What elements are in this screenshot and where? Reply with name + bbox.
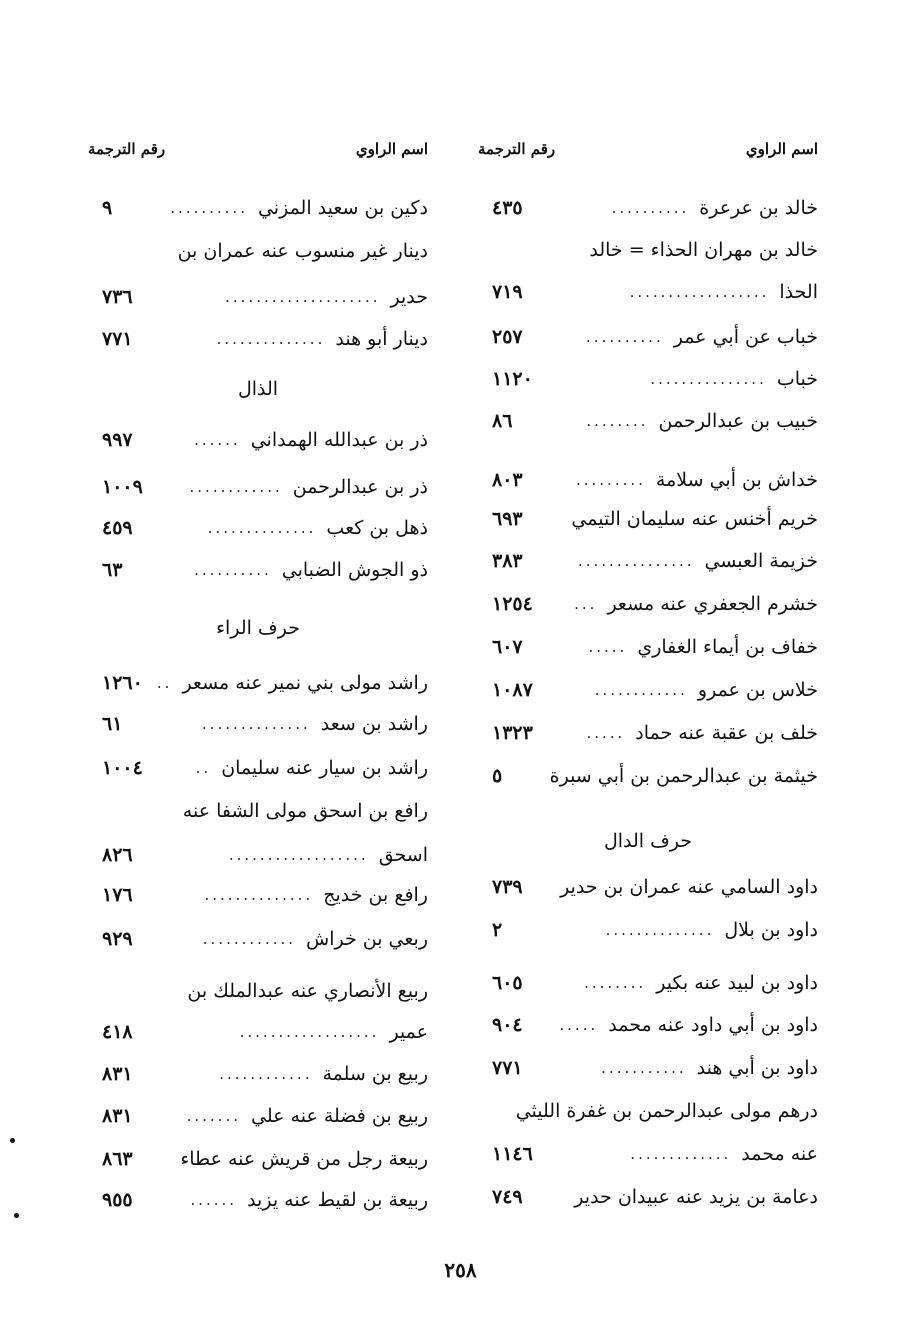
narrator-name: خباب (776, 368, 818, 390)
index-entry (88, 666, 428, 700)
narrator-name: خريم أخنس عنه سليمان التيمي (571, 508, 818, 530)
narrator-name: درهم مولى عبدالرحمن بن غفرة الليثي (515, 1100, 818, 1122)
leader-dots: ... (574, 595, 598, 613)
leader-dots: ............ (202, 930, 296, 948)
left-column-header (88, 140, 428, 170)
index-entry (88, 1183, 428, 1217)
entry-number: ١٢٦٠ (102, 672, 143, 694)
narrator-name: خداش بن أبي سلامة (655, 469, 818, 491)
leader-dots: .................. (239, 1023, 380, 1041)
leader-dots: ............ (219, 1065, 313, 1083)
index-entry (478, 1180, 818, 1214)
narrator-name-header: اسم الراوي (355, 140, 428, 158)
entry-number: ٧٤٩ (492, 1186, 523, 1208)
narrator-name: اسحق (378, 844, 428, 866)
index-entry (88, 707, 428, 741)
narrator-name: داود بن لبيد عنه بكير (656, 972, 818, 994)
index-entry (478, 544, 818, 578)
leader-dots: .................... (225, 288, 381, 306)
narrator-name: رافع بن اسحق مولى الشفا عنه (182, 800, 428, 822)
narrator-name: عنه محمد (741, 1143, 818, 1165)
entry-number: ٩٢٩ (102, 928, 133, 950)
entry-number: ٦٩٣ (492, 508, 523, 530)
narrator-name: خفاف بن أيماء الغفاري (637, 636, 818, 658)
leader-dots: ...... (190, 1191, 238, 1209)
index-entry (478, 587, 818, 621)
narrator-name-header: اسم الراوي (745, 140, 818, 158)
narrator-name: راشد مولى بني نمير عنه مسعر (182, 672, 428, 694)
leader-dots: .......... (611, 199, 690, 217)
index-entry (478, 913, 818, 947)
index-entry (478, 1094, 818, 1128)
leader-dots: ......... (575, 471, 646, 489)
narrator-name: ذر بن عبدالله الهمداني (250, 429, 428, 451)
index-entry (88, 1099, 428, 1133)
narrator-name: راشد بن سعد (320, 713, 428, 735)
leader-dots: ............. (630, 1145, 732, 1163)
leader-dots: .......... (586, 328, 664, 346)
index-entry (478, 1008, 818, 1042)
index-entry (88, 1142, 428, 1176)
index-entry (478, 233, 818, 267)
narrator-name: داود السامي عنه عمران بن حدير (560, 876, 818, 898)
leader-dots: ..... (559, 1016, 599, 1034)
index-entry (478, 759, 818, 793)
leader-dots: .......... (194, 561, 272, 579)
index-entry (88, 280, 428, 314)
index-entry (478, 502, 818, 536)
index-entry (478, 966, 818, 1000)
leader-dots: ............ (594, 681, 688, 699)
leader-dots: .......... (170, 199, 248, 217)
narrator-name: خشرم الجعفري عنه مسعر (607, 593, 818, 615)
entry-number: ٤٣٥ (492, 197, 523, 219)
narrator-name: ربيع بن سلمة (322, 1063, 428, 1085)
index-entry (88, 322, 428, 356)
index-entry (478, 673, 818, 707)
entry-number: ١٠٨٧ (492, 679, 533, 701)
narrator-name: ربيع بن فضلة عنه علي (251, 1105, 428, 1127)
narrator-name: ربيع الأنصاري عنه عبدالملك بن (187, 980, 428, 1002)
index-entry (88, 470, 428, 504)
entry-number: ٢ (492, 919, 503, 941)
index-entry (88, 878, 428, 912)
narrator-name: خلاس بن عمرو (697, 679, 818, 701)
leader-dots: .............. (204, 886, 314, 904)
stray-mark (10, 1138, 15, 1143)
entry-number: ٧١٩ (492, 281, 523, 303)
leader-dots: ............... (577, 552, 695, 570)
narrator-name: داود بن أبي داود عنه محمد (608, 1014, 818, 1036)
entry-number: ٧٧١ (102, 328, 133, 350)
entry-number: ٨٦٣ (102, 1148, 133, 1170)
leader-dots: .............. (216, 330, 326, 348)
entry-number: ٦٠٧ (492, 636, 523, 658)
index-entry (88, 511, 428, 545)
index-entry (478, 404, 818, 438)
index-entry (88, 794, 428, 828)
narrator-name: خالد بن مهران الحذاء = خالد (589, 239, 818, 261)
entry-number: ٦٠٥ (492, 972, 523, 994)
entry-number: ٨٣١ (102, 1105, 133, 1127)
index-entry (478, 1137, 818, 1171)
index-entry (478, 1051, 818, 1085)
entry-number: ١٢٥٤ (492, 593, 533, 615)
index-entry (478, 320, 818, 354)
narrator-name: ذهل بن كعب (326, 517, 428, 539)
narrator-name: خلف بن عقبة عنه حماد (635, 722, 818, 744)
index-entry (478, 362, 818, 396)
index-entry (478, 463, 818, 497)
narrator-name: خيثمة بن عبدالرحمن بن أبي سبرة (549, 765, 818, 787)
narrator-name: ربيعة بن لقيط عنه يزيد (247, 1189, 428, 1211)
leader-dots: .............. (207, 519, 317, 537)
entry-number-header: رقم الترجمة (478, 140, 556, 158)
entry-number: ٩ (102, 197, 113, 219)
index-entry (478, 191, 818, 225)
leader-dots: .............. (201, 715, 311, 733)
leader-dots: ..... (588, 638, 628, 656)
narrator-name: ربيعة رجل من قريش عنه عطاء (180, 1148, 428, 1170)
stray-mark (14, 1213, 19, 1218)
entry-number: ١٠٠٩ (102, 476, 143, 498)
entry-number: ٦١ (102, 713, 123, 735)
leader-dots: .................. (228, 846, 369, 864)
leader-dots: ..... (586, 724, 626, 742)
section-heading: حرف الراء (216, 617, 300, 639)
index-entry (88, 751, 428, 785)
leader-dots: ........ (584, 974, 647, 992)
page-number: ٢٥٨ (444, 1258, 477, 1282)
narrator-name: ربعي بن خراش (306, 928, 428, 950)
index-entry (478, 630, 818, 664)
leader-dots: .............. (605, 921, 715, 939)
narrator-name: خباب عن أبي عمر (673, 326, 818, 348)
entry-number: ٧٣٦ (102, 286, 133, 308)
entry-number: ٩٠٤ (492, 1014, 523, 1036)
narrator-name: داود بن أبي هند (696, 1057, 818, 1079)
index-entry (88, 974, 428, 1008)
entry-number: ١١٤٦ (492, 1143, 533, 1165)
entry-number: ٨٠٣ (492, 469, 523, 491)
narrator-name: حدير (390, 286, 428, 308)
index-entry (88, 1015, 428, 1049)
entry-number: ١٧٦ (102, 884, 133, 906)
entry-number: ٥ (492, 765, 503, 787)
entry-number: ١٣٢٣ (492, 722, 533, 744)
narrator-name: دعامة بن يزيد عنه عبيدان حدير (574, 1186, 818, 1208)
narrator-name: ذر بن عبدالرحمن (292, 476, 428, 498)
narrator-name: خالد بن عرعرة (699, 197, 818, 219)
right-column-header (478, 140, 818, 170)
leader-dots: .. (195, 759, 212, 777)
index-entry (88, 1057, 428, 1091)
leader-dots: .................. (629, 283, 770, 301)
entry-number: ٧٧١ (492, 1057, 523, 1079)
entry-number: ٩٥٥ (102, 1189, 133, 1211)
entry-number: ٨٦ (492, 410, 513, 432)
narrator-name: خزيمة العبسي (704, 550, 818, 572)
narrator-name: ذو الجوش الضبابي (281, 559, 428, 581)
entry-number: ١٠٠٤ (102, 757, 143, 779)
index-entry (88, 191, 428, 225)
entry-number: ٧٣٩ (492, 876, 523, 898)
narrator-name: الحذا (779, 281, 818, 303)
narrator-name: خبيب بن عبدالرحمن (658, 410, 818, 432)
index-entry (478, 870, 818, 904)
index-entry (88, 423, 428, 457)
entry-number: ٢٥٧ (492, 326, 523, 348)
entry-number-header: رقم الترجمة (88, 140, 166, 158)
section-heading: الذال (237, 378, 279, 400)
entry-number: ٨٢٦ (102, 844, 133, 866)
narrator-name: دكين بن سعيد المزني (257, 197, 428, 219)
index-entry (88, 234, 428, 268)
narrator-name: راشد بن سيار عنه سليمان (221, 757, 428, 779)
leader-dots: .. (156, 674, 173, 692)
leader-dots: ........... (601, 1059, 687, 1077)
index-entry (88, 838, 428, 872)
index-entry (478, 716, 818, 750)
narrator-name: رافع بن خديج (323, 884, 428, 906)
entry-number: ٣٨٣ (492, 550, 523, 572)
leader-dots: ....... (186, 1107, 242, 1125)
entry-number: ٤٥٩ (102, 517, 133, 539)
leader-dots: ............... (650, 370, 767, 388)
leader-dots: ............ (189, 478, 283, 496)
entry-number: ٩٩٧ (102, 429, 133, 451)
index-entry (88, 922, 428, 956)
entry-number: ٨٣١ (102, 1063, 133, 1085)
index-entry (478, 275, 818, 309)
narrator-name: داود بن بلال (724, 919, 818, 941)
index-entry (88, 553, 428, 587)
section-heading: حرف الدال (603, 830, 693, 852)
narrator-name: دينار أبو هند (335, 328, 428, 350)
narrator-name: عمير (389, 1021, 428, 1043)
leader-dots: ...... (194, 431, 241, 449)
entry-number: ٤١٨ (102, 1021, 133, 1043)
narrator-name: دينار غير منسوب عنه عمران بن (177, 240, 428, 262)
entry-number: ١١٢٠ (492, 368, 533, 390)
entry-number: ٦٣ (102, 559, 123, 581)
leader-dots: ........ (586, 412, 649, 430)
